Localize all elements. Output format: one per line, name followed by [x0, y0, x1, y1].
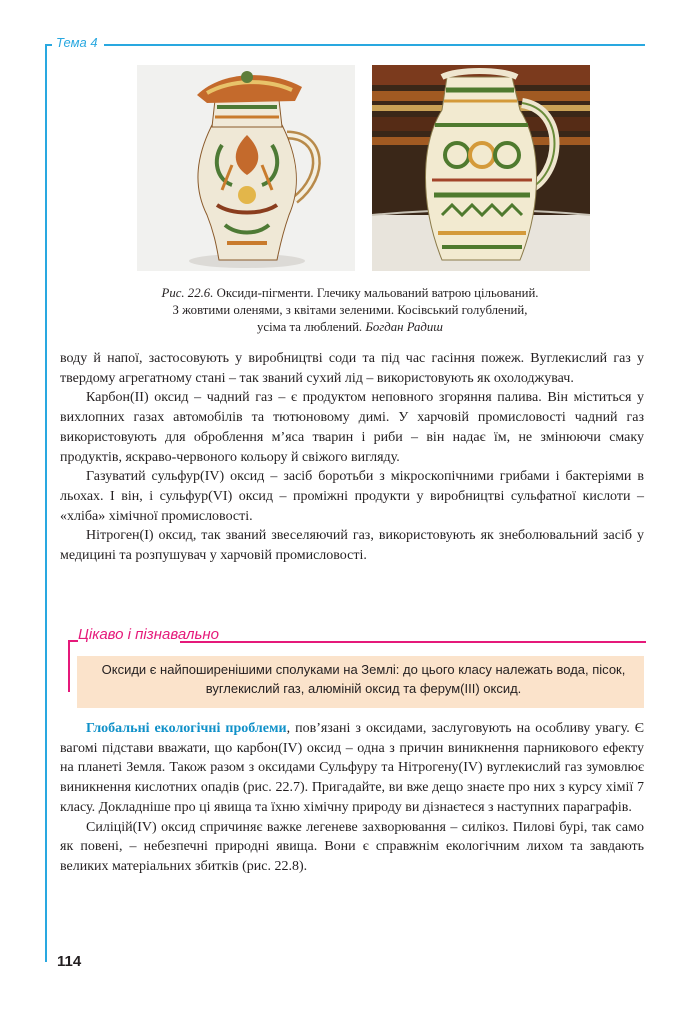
info-box-corner: [68, 640, 78, 642]
caption-line-1: [86, 285, 614, 302]
painted-jug-image: [137, 65, 355, 271]
info-box-title: Цікаво і пізнавально: [78, 626, 219, 643]
caption-line-3: [86, 319, 614, 336]
caption-text-1: Оксиди-пігменти. Глечику мальований ватрою цільований.: [213, 286, 539, 300]
text-block-1: [60, 349, 644, 566]
figure-caption: [86, 285, 614, 336]
decorated-jug-image: [372, 65, 590, 271]
photo-painted-jug: [137, 65, 355, 271]
info-box-side-line: [68, 640, 70, 692]
paragraph-global-problems: [60, 719, 644, 818]
figure-label: Рис. 22.6.: [161, 286, 214, 300]
paragraph-continuation: воду й напої, застосовують у виробництві соди та під час гасіння пожеж. Вуглекислий газ у твердому агрегатному стані – так званий сухий лід – використовують як охолоджувач.: [60, 351, 644, 386]
paragraph-global-problems-rest: , пов’язані з оксидами, заслуговують на особливу увагу. Є вагомі підстави вважати, що карбон(IV) оксид – одна з причин виникнення парникового ефекту на планеті Земля. Також разом з оксидами Сульфуру та Нітрогену(IV) вуглекислий газ зумовлює виникнення кислотних опадів (рис. 22.7). Пригадайте, ви вже дещо знаєте про них з курсу хімії 7 класу. Докладніше про ці явища та їхню хімічну природу ви дізнаєтеся з наступних параграфів.: [60, 721, 644, 815]
page-border-left: [45, 44, 47, 962]
caption-author: Богдан Радиш: [365, 320, 443, 334]
paragraph-sulfur-dioxide: Газуватий сульфур(IV) оксид – засіб боротьби з мікроскопічними грибами і бактеріями в льохах. І він, і сульфур(VI) оксид – проміжні продукти у виробництві сульфатної кислоти – «хліба» хімічної промисловості.: [60, 469, 644, 524]
highlight-term: Глобальні екологічні проблеми: [86, 721, 287, 736]
page-number: 114: [57, 953, 82, 970]
caption-text-3: усіма та люблений.: [257, 320, 363, 334]
photo-decorated-jug: [372, 65, 590, 271]
paragraph-silicosis: Силіцій(IV) оксид спричиняє важке легеневе захворювання – силікоз. Пилові бурі, так само як повені, – небезпечні природні явища. Вони є справжнім екологічним лихом та завдають великих матеріальних збитків (рис. 22.8).: [60, 819, 644, 874]
text-block-2: [60, 719, 644, 877]
paragraph-nitrous-oxide: Нітроген(І) оксид, так званий звеселяючий газ, використовують як знеболювальний засіб у медицині та розпушувач у харчовій промисловості.: [60, 528, 644, 564]
topic-header: [52, 34, 104, 52]
paragraph-carbon-monoxide: Карбон(ІІ) оксид – чадний газ – є продуктом неповного згоряння палива. Він міститься у вихлопних газах автомобілів та тютюновому димі. У харчовій промисловості чадний газ використовують для оброблення м’яса тварин і риби – він надає їм, не змінюючи смаку продуктів, яскраво-червоного кольору й свіжого вигляду.: [60, 390, 644, 465]
page-border-top: [45, 44, 645, 46]
topic-label: Тема 4: [56, 35, 98, 50]
info-box-text: Оксиди є найпоширенішими сполуками на Землі: до цього класу належать вода, пісок, вуглекислий газ, алюміній оксид та ферум(ІІІ) оксид.: [101, 662, 626, 696]
info-box-top-line: [180, 641, 646, 643]
caption-line-2: З жовтими оленями, з квітами зеленими. Косівський голублений,: [172, 303, 528, 317]
